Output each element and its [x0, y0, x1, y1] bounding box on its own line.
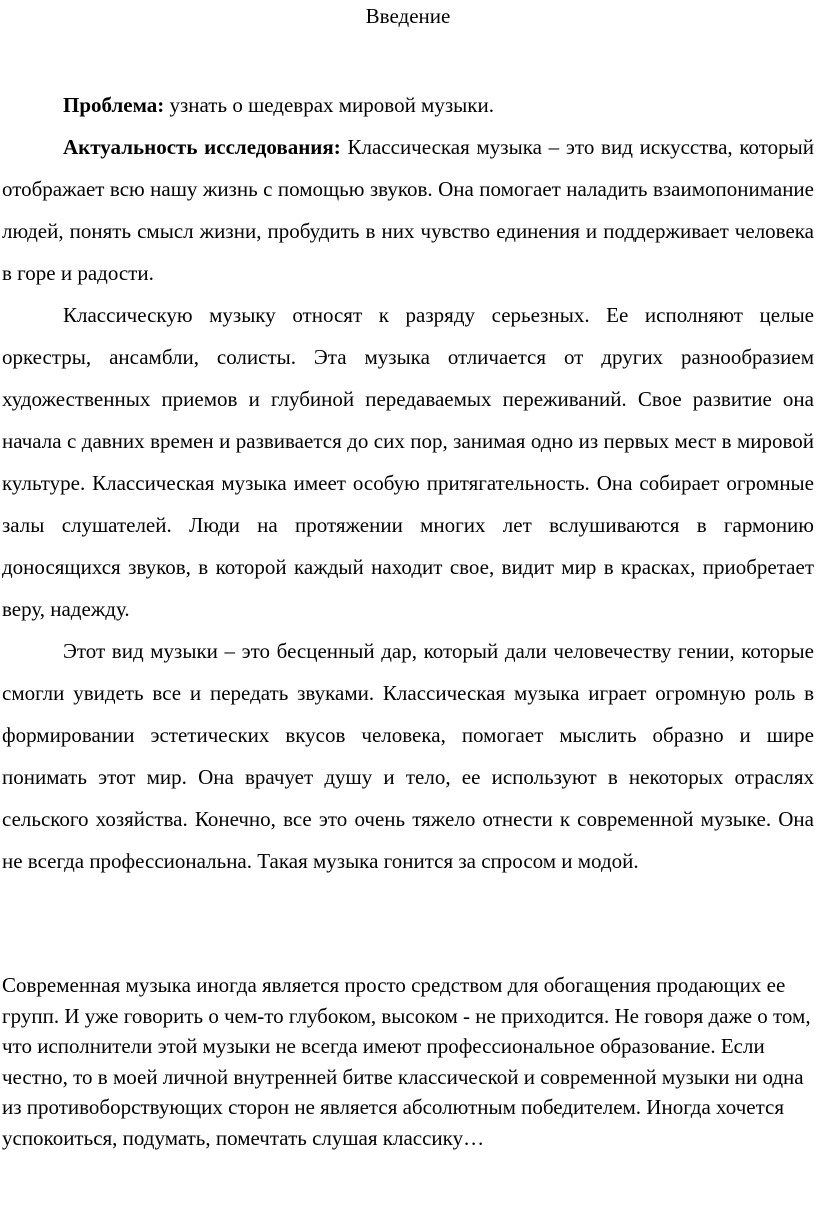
- relevance-paragraph: [2, 126, 814, 294]
- closing-paragraph: Современная музыка иногда является просто средством для обогащения продающих ее групп. И уже говорить о чем-то глубоком, высоком - не приходится. Не говоря даже о том, что исполнители этой музыки не всегда имеют профессиональное образование. Если честно, то в моей личной внутренней битве классической и современной музыки ни одна из противоборствующих сторон не является абсолютным победителем. Иногда хочется успокоиться, подумать, помечтать слушая классику…: [2, 973, 811, 1150]
- body-paragraph-1: Классическую музыку относят к разряду серьезных. Ее исполняют целые оркестры, ансамбли, солисты. Эта музыка отличается от других разнообразием художественных приемов и глубиной передаваемых переживаний. Свое развитие она начала с давних времен и развивается до сих пор, занимая одно из первых мест в мировой культуре. Классическая музыка имеет особую притягательность. Она собирает огромные залы слушателей. Люди на протяжении многих лет вслушиваются в гармонию доносящихся звуков, в которой каждый находит свое, видит мир в красках, приобретает веру, надежду.: [2, 303, 814, 621]
- relevance-label: Актуальность исследования:: [63, 135, 341, 159]
- relevance-text: Классическая музыка – это вид искусства, который отображает всю нашу жизнь с помощью звуков. Она помогает наладить взаимопонимание людей, понять смысл жизни, пробудить в них чувство единения и поддерживает человека в горе и радости.: [2, 135, 814, 285]
- document-body: [2, 84, 814, 882]
- problem-label: Проблема:: [63, 93, 165, 117]
- body-paragraph-2: Этот вид музыки – это бесценный дар, который дали человечеству гении, которые смогли увидеть все и передать звуками. Классическая музыка играет огромную роль в формировании эстетических вкусов человека, помогает мыслить образно и шире понимать этот мир. Она врачует душу и тело, ее используют в некоторых отраслях сельского хозяйства. Конечно, все это очень тяжело отнести к современной музыке. Она не всегда профессиональна. Такая музыка гонится за спросом и модой.: [2, 639, 814, 873]
- page-title: Введение: [365, 4, 451, 28]
- problem-text: узнать о шедеврах мировой музыки.: [164, 93, 494, 117]
- problem-paragraph: [2, 84, 814, 126]
